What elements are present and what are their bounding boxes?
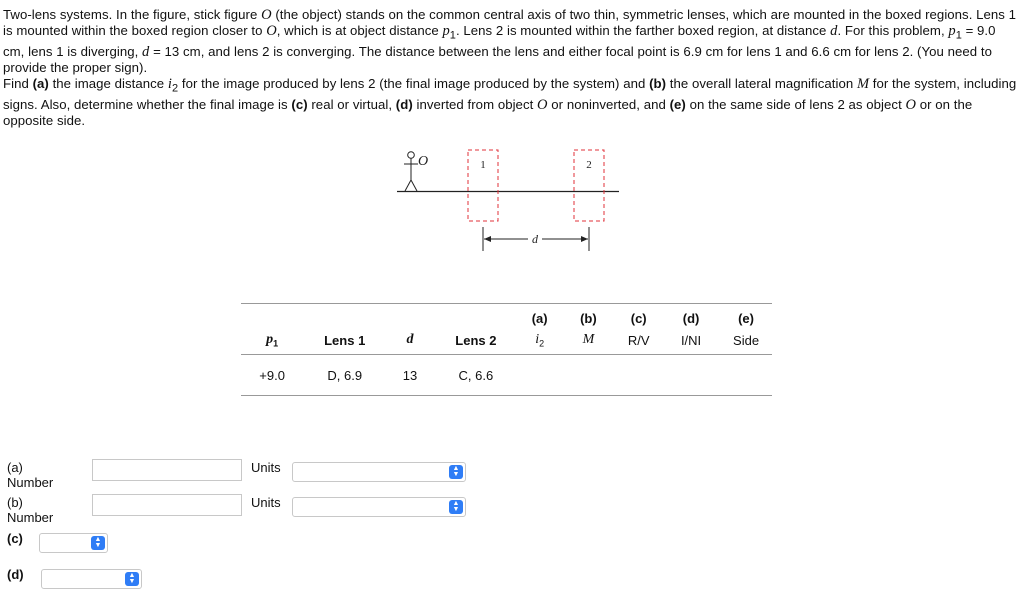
cell-i2 — [518, 355, 562, 396]
answer-a-number-input[interactable] — [92, 459, 242, 481]
col-e-letter: (e) — [738, 311, 754, 326]
answer-b-label: (b) Number — [7, 495, 54, 525]
col-rv-header: R/V — [627, 332, 650, 348]
cell-lens2: C, 6.6 — [458, 367, 494, 383]
cell-side — [720, 355, 772, 396]
col-p1-header: $p_1$ — [266, 332, 279, 349]
lens-system-figure — [395, 145, 625, 260]
lens1-label: 1 — [480, 159, 486, 171]
answer-b-units-select[interactable] — [292, 497, 466, 517]
answer-a-units-select[interactable] — [292, 462, 466, 482]
table-header — [241, 326, 772, 355]
stick-figure-object — [404, 152, 418, 191]
answer-a-label: (a) Number — [7, 460, 54, 490]
d-arrowhead-left — [484, 236, 491, 242]
select-arrows-icon: ▲ ▼ — [449, 500, 463, 514]
col-d-header: d — [406, 332, 414, 347]
answer-b-units-label: Units — [251, 495, 281, 510]
d-label: d — [532, 232, 538, 246]
col-b-letter: (b) — [580, 311, 597, 326]
cell-ini — [662, 355, 720, 396]
answer-d-label: (d) — [7, 567, 24, 582]
cell-m — [561, 355, 615, 396]
object-label: O — [418, 154, 429, 169]
col-side-header: Side — [733, 332, 760, 348]
col-lens1-header: Lens 1 — [324, 332, 366, 348]
select-arrows-icon: ▲ ▼ — [91, 536, 105, 550]
select-arrows-icon: ▲ ▼ — [449, 465, 463, 479]
lens2-label: 2 — [586, 159, 592, 171]
col-lens2-header: Lens 2 — [455, 332, 497, 348]
cell-d: 13 — [402, 367, 418, 383]
select-arrows-icon: ▲ ▼ — [125, 572, 139, 586]
problem-find: Find (a) the image distance $i_2$ for the image produced by lens 2 (the final image produced by the system) and (b) the overall lateral magnification M for the system, including signs. Also, determine whether the final image is (c) real or virtual, (d) inverted from object O or noninverted, and (e) on the same side of lens 2 as object O or on the opposite side. — [3, 76, 1017, 128]
answer-c-select[interactable] — [39, 533, 108, 553]
table-row — [241, 355, 772, 396]
cell-p1: +9.0 — [259, 367, 285, 383]
col-ini-header: I/NI — [680, 332, 702, 348]
col-a-letter: (a) — [531, 311, 548, 326]
col-c-letter: (c) — [630, 311, 647, 326]
cell-rv — [615, 355, 662, 396]
d-arrowhead-right — [581, 236, 588, 242]
answer-a-units-label: Units — [251, 460, 281, 475]
answer-c-label: (c) — [7, 531, 23, 546]
problem-intro: Two-lens systems. — [3, 7, 113, 22]
cell-lens1: D, 6.9 — [327, 367, 363, 383]
problem-statement: Two-lens systems. In the figure, stick figure O (the object) stands on the common central axis of two thin, symmetric lenses, which are mounted in the boxed regions. Lens 1 is mounted within the boxed region closer to O, which is at object distance $p_1$. Lens 2 is mounted within the farther boxed region, at distance d. For this problem, $p_1 = 9.0$ cm, lens 1 is diverging, d = 13 cm, and lens 2 is converging. The distance between the lens and either focal point is 6.9 cm for lens 1 and 6.6 cm for lens 2. (You need to provide the proper sign). Find (a) the image distance $i_2$ for the image produced by lens 2 (the final image produced by the system) and (b) the overall lateral magnification M for the system, including signs. Also, determine whether the final image is (c) real or virtual, (d) inverted from object O or noninverted, and (e) on the same side of lens 2 as object O or on the opposite side. — [3, 7, 1017, 128]
table-header-letters — [241, 304, 772, 327]
data-table — [241, 303, 772, 396]
col-m-header: M — [582, 332, 595, 347]
answer-d-select[interactable] — [41, 569, 142, 589]
col-d-letter: (d) — [682, 311, 700, 326]
answer-b-number-input[interactable] — [92, 494, 242, 516]
col-i2-header: $i_2$ — [535, 332, 545, 349]
